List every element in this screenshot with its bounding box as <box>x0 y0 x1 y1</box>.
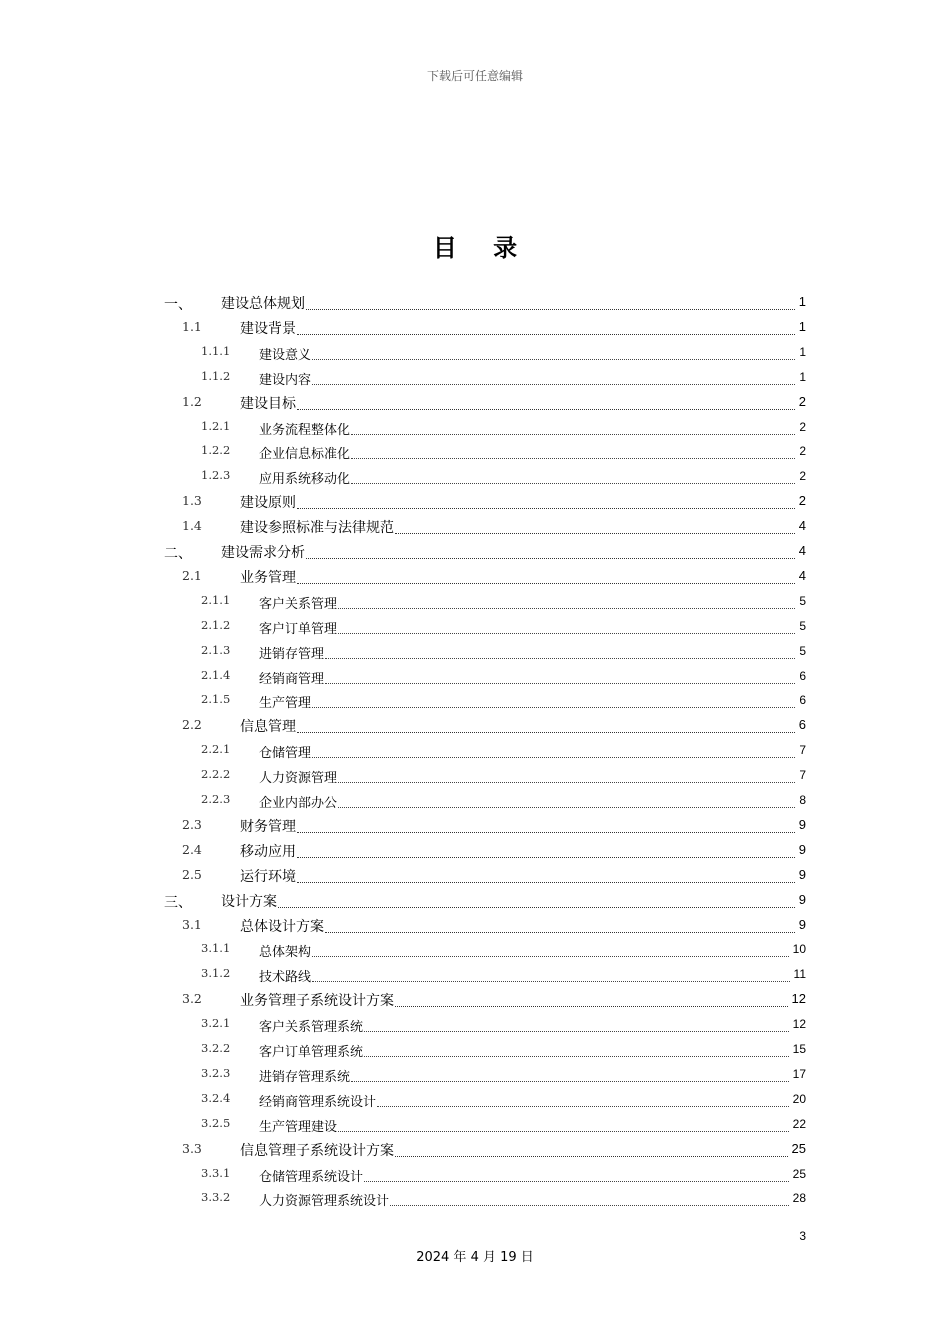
toc-leader-dots <box>395 533 795 534</box>
toc-entry-page: 12 <box>792 1017 806 1032</box>
toc-leader-dots <box>297 732 795 733</box>
toc-leader-dots <box>312 359 795 360</box>
toc-entry-page: 20 <box>792 1091 806 1106</box>
toc-entry-number: 1.2.3 <box>201 468 231 483</box>
toc-entry-label: 企业信息标准化 <box>259 443 351 462</box>
toc-entry-number: 3.2.4 <box>201 1090 231 1105</box>
toc-entry-number: 2.1.1 <box>201 592 231 607</box>
toc-entry-page: 9 <box>798 841 806 857</box>
toc-entry-label: 人力资源管理 <box>259 767 338 786</box>
toc-entry[interactable] <box>0 614 950 639</box>
toc-entry-page: 25 <box>791 1140 806 1156</box>
toc-leader-dots <box>297 409 795 410</box>
toc-entry-page: 8 <box>799 793 806 807</box>
toc-entry[interactable] <box>0 664 950 689</box>
toc-leader-dots <box>338 807 795 808</box>
toc-leader-dots <box>312 757 795 758</box>
toc-entry-page: 9 <box>798 916 806 932</box>
toc-entry-number: 二、 <box>164 546 192 562</box>
toc-leader-dots <box>325 932 795 933</box>
toc-entry[interactable] <box>0 1186 950 1211</box>
toc-entry[interactable] <box>0 315 950 340</box>
toc-leader-dots <box>325 658 795 659</box>
toc-entry-page: 9 <box>798 891 806 907</box>
page-number: 3 <box>799 1229 806 1243</box>
toc-entry-page: 5 <box>799 618 806 633</box>
toc-entry-number: 3.2 <box>182 991 202 1007</box>
toc-entry-number: 2.3 <box>182 816 202 832</box>
toc-entry-page: 15 <box>792 1042 806 1056</box>
page-header: 下载后可任意编辑 <box>426 69 523 83</box>
toc-entry-number: 1.1.1 <box>201 343 231 358</box>
toc-entry-page: 1 <box>799 344 806 359</box>
toc-entry-label: 仓储管理系统设计 <box>259 1166 364 1185</box>
toc-entry[interactable] <box>0 788 950 813</box>
toc-leader-dots <box>338 633 795 634</box>
toc-entry[interactable] <box>0 913 950 938</box>
toc-entry-page: 1 <box>798 294 806 309</box>
toc-entry[interactable] <box>0 639 950 664</box>
toc-entry-number: 1.1 <box>182 318 202 334</box>
toc-entry-number: 1.4 <box>182 518 202 534</box>
toc-entry-label: 生产管理建设 <box>259 1116 338 1135</box>
toc-entry-number: 3.2.2 <box>201 1041 231 1055</box>
toc-entry-number: 2.1.3 <box>201 642 231 657</box>
toc-entry-number: 3.3.1 <box>201 1165 231 1180</box>
toc-entry-label: 建设原则 <box>240 492 297 512</box>
toc-entry-page: 12 <box>791 991 806 1007</box>
toc-leader-dots <box>364 1181 789 1182</box>
toc-entry[interactable] <box>0 439 950 464</box>
toc-entry-page: 10 <box>792 942 806 957</box>
toc-entry-label: 业务流程整体化 <box>259 419 351 438</box>
toc-entry-page: 6 <box>799 693 806 708</box>
toc-entry-number: 2.1.2 <box>201 617 231 632</box>
toc-entry-label: 客户关系管理系统 <box>259 1016 364 1035</box>
toc-entry[interactable] <box>0 1162 950 1187</box>
toc-entry-number: 2.2.1 <box>201 742 231 757</box>
toc-entry[interactable] <box>0 1112 950 1137</box>
toc-entry-number: 1.2 <box>182 393 202 409</box>
toc-entry-page: 4 <box>798 567 806 583</box>
toc-entry-number: 3.3.2 <box>201 1190 231 1205</box>
toc-entry[interactable] <box>0 763 950 788</box>
toc-entry-page: 2 <box>799 419 806 434</box>
toc-entry-label: 仓储管理 <box>259 742 312 761</box>
toc-entry-label: 客户关系管理 <box>259 593 338 612</box>
toc-entry-number: 3.1.2 <box>201 966 231 981</box>
toc-entry-label: 应用系统移动化 <box>259 468 351 487</box>
toc-entry-page: 1 <box>798 318 806 334</box>
toc-entry-label: 企业内部办公 <box>259 792 338 811</box>
toc-entry[interactable] <box>0 738 950 763</box>
toc-entry-page: 5 <box>799 593 806 608</box>
toc-entry-page: 17 <box>792 1066 806 1081</box>
toc-entry[interactable] <box>0 838 950 863</box>
toc-leader-dots <box>278 907 795 908</box>
toc-entry[interactable] <box>0 290 950 315</box>
toc-title: 目 录 <box>432 234 532 262</box>
toc-entry-label: 业务管理子系统设计方案 <box>240 990 395 1010</box>
toc-entry-number: 3.1.1 <box>201 941 231 956</box>
toc-entry-label: 总体设计方案 <box>240 916 325 936</box>
toc-entry-label: 建设参照标准与法律规范 <box>240 517 395 537</box>
toc-entry[interactable] <box>0 365 950 390</box>
toc-entry-page: 28 <box>792 1191 806 1206</box>
toc-entry-number: 3.3 <box>182 1140 202 1156</box>
toc-entry-label: 运行环境 <box>240 866 297 886</box>
toc-entry[interactable] <box>0 1137 950 1162</box>
toc-entry-label: 建设需求分析 <box>221 542 306 562</box>
toc-entry[interactable] <box>0 962 950 987</box>
toc-entry-page: 1 <box>799 369 806 384</box>
toc-entry-label: 技术路线 <box>259 966 312 985</box>
toc-entry-number: 2.5 <box>182 866 202 882</box>
toc-entry-number: 3.2.1 <box>201 1016 231 1031</box>
toc-entry-page: 4 <box>798 518 806 534</box>
toc-entry-number: 2.1.5 <box>201 692 231 707</box>
toc-entry-page: 2 <box>798 493 806 509</box>
toc-entry[interactable] <box>0 1012 950 1037</box>
toc-leader-dots <box>338 608 795 609</box>
toc-leader-dots <box>312 956 789 957</box>
toc-entry-page: 7 <box>799 768 806 783</box>
toc-leader-dots <box>364 1056 789 1057</box>
toc-leader-dots <box>297 857 795 858</box>
toc-leader-dots <box>297 334 795 335</box>
toc-entry-number: 三、 <box>164 894 192 911</box>
toc-entry-page: 7 <box>799 743 806 758</box>
toc-entry-label: 建设背景 <box>240 318 297 338</box>
toc-leader-dots <box>338 782 795 783</box>
toc-leader-dots <box>351 434 795 435</box>
toc-entry-number: 2.1.4 <box>201 667 231 682</box>
toc-entry[interactable] <box>0 688 950 713</box>
toc-entry[interactable] <box>0 863 950 888</box>
toc-entry[interactable] <box>0 464 950 489</box>
toc-entry-number: 2.1 <box>182 567 202 583</box>
toc-entry-number: 2.2.2 <box>201 767 231 782</box>
toc-leader-dots <box>297 508 795 509</box>
toc-entry-label: 建设目标 <box>240 393 297 413</box>
toc-leader-dots <box>364 1031 789 1032</box>
toc-entry-page: 9 <box>798 866 806 882</box>
toc-entry-label: 人力资源管理系统设计 <box>259 1190 390 1209</box>
toc-leader-dots <box>312 707 795 708</box>
toc-entry-page: 2 <box>798 393 806 409</box>
toc-leader-dots <box>306 309 795 310</box>
toc-leader-dots <box>325 683 795 684</box>
toc-entry[interactable] <box>0 340 950 365</box>
toc-leader-dots <box>390 1205 789 1206</box>
toc-entry[interactable] <box>0 1087 950 1112</box>
toc-entry[interactable] <box>0 1062 950 1087</box>
toc-leader-dots <box>395 1156 788 1157</box>
toc-entry-page: 2 <box>799 469 806 484</box>
toc-entry[interactable] <box>0 539 950 564</box>
toc-entry-number: 3.1 <box>182 916 202 932</box>
toc-entry-label: 客户订单管理系统 <box>259 1041 364 1060</box>
toc-leader-dots <box>312 384 795 385</box>
toc-entry-page: 11 <box>793 967 806 982</box>
toc-entry-number: 1.2.2 <box>201 443 231 458</box>
toc-entry-label: 移动应用 <box>240 841 297 861</box>
toc-entry-page: 2 <box>799 444 806 459</box>
toc-entry-label: 总体架构 <box>259 941 312 960</box>
toc-entry-number: 1.2.1 <box>201 418 231 433</box>
toc-entry-page: 6 <box>799 668 806 683</box>
toc-entry-number: 3.2.5 <box>201 1115 231 1130</box>
toc-entry-number: 2.2 <box>182 717 202 733</box>
toc-entry-number: 1.3 <box>182 493 202 509</box>
toc-entry-label: 建设意义 <box>259 344 312 363</box>
toc-entry-number: 2.2.3 <box>201 792 231 806</box>
toc-entry-label: 财务管理 <box>240 816 297 836</box>
toc-leader-dots <box>351 1081 789 1082</box>
toc-entry[interactable] <box>0 589 950 614</box>
toc-entry-label: 建设内容 <box>259 369 312 388</box>
toc-entry-label: 建设总体规划 <box>221 293 306 313</box>
toc-entry-label: 进销存管理系统 <box>259 1066 351 1085</box>
toc-entry-page: 9 <box>798 816 806 832</box>
toc-entry[interactable] <box>0 713 950 738</box>
toc-entry-label: 信息管理子系统设计方案 <box>240 1140 395 1160</box>
footer-date: 2024 年 4 月 19 日 <box>416 1250 534 1265</box>
toc-entry-number: 一、 <box>164 297 192 313</box>
toc-entry-label: 经销商管理 <box>259 668 325 687</box>
toc-entry[interactable] <box>0 987 950 1012</box>
toc-entry[interactable] <box>0 888 950 913</box>
toc-entry-label: 进销存管理 <box>259 643 325 662</box>
toc-leader-dots <box>297 832 795 833</box>
toc-leader-dots <box>338 1131 789 1132</box>
toc-entry-label: 业务管理 <box>240 567 297 587</box>
toc-entry-number: 2.4 <box>182 841 202 857</box>
toc-entry[interactable] <box>0 415 950 440</box>
toc-entry[interactable] <box>0 1037 950 1062</box>
toc-entry-label: 信息管理 <box>240 716 297 736</box>
toc-entry[interactable] <box>0 937 950 962</box>
toc-entry[interactable] <box>0 390 950 415</box>
toc-entry[interactable] <box>0 514 950 539</box>
toc-entry-number: 1.1.2 <box>201 368 231 383</box>
toc-leader-dots <box>395 1006 788 1007</box>
toc-leader-dots <box>351 483 795 484</box>
toc-entry[interactable] <box>0 564 950 589</box>
toc-leader-dots <box>312 981 790 982</box>
toc-entry-page: 5 <box>799 643 806 658</box>
toc-leader-dots <box>351 458 795 459</box>
toc-entry-page: 25 <box>792 1166 806 1181</box>
toc-entry-page: 4 <box>798 543 806 558</box>
toc-entry-page: 22 <box>792 1116 806 1131</box>
toc-leader-dots <box>297 882 795 883</box>
toc-entry-label: 设计方案 <box>221 891 278 911</box>
toc-entry[interactable] <box>0 489 950 514</box>
toc-entry-label: 客户订单管理 <box>259 618 338 637</box>
toc-leader-dots <box>297 583 795 584</box>
toc-leader-dots <box>377 1106 789 1107</box>
toc-entry-label: 经销商管理系统设计 <box>259 1091 377 1110</box>
toc-entry-number: 3.2.3 <box>201 1065 231 1080</box>
toc-leader-dots <box>306 558 795 559</box>
toc-entry-label: 生产管理 <box>259 692 312 711</box>
toc-entry-page: 6 <box>798 717 806 733</box>
toc-entry[interactable] <box>0 813 950 838</box>
